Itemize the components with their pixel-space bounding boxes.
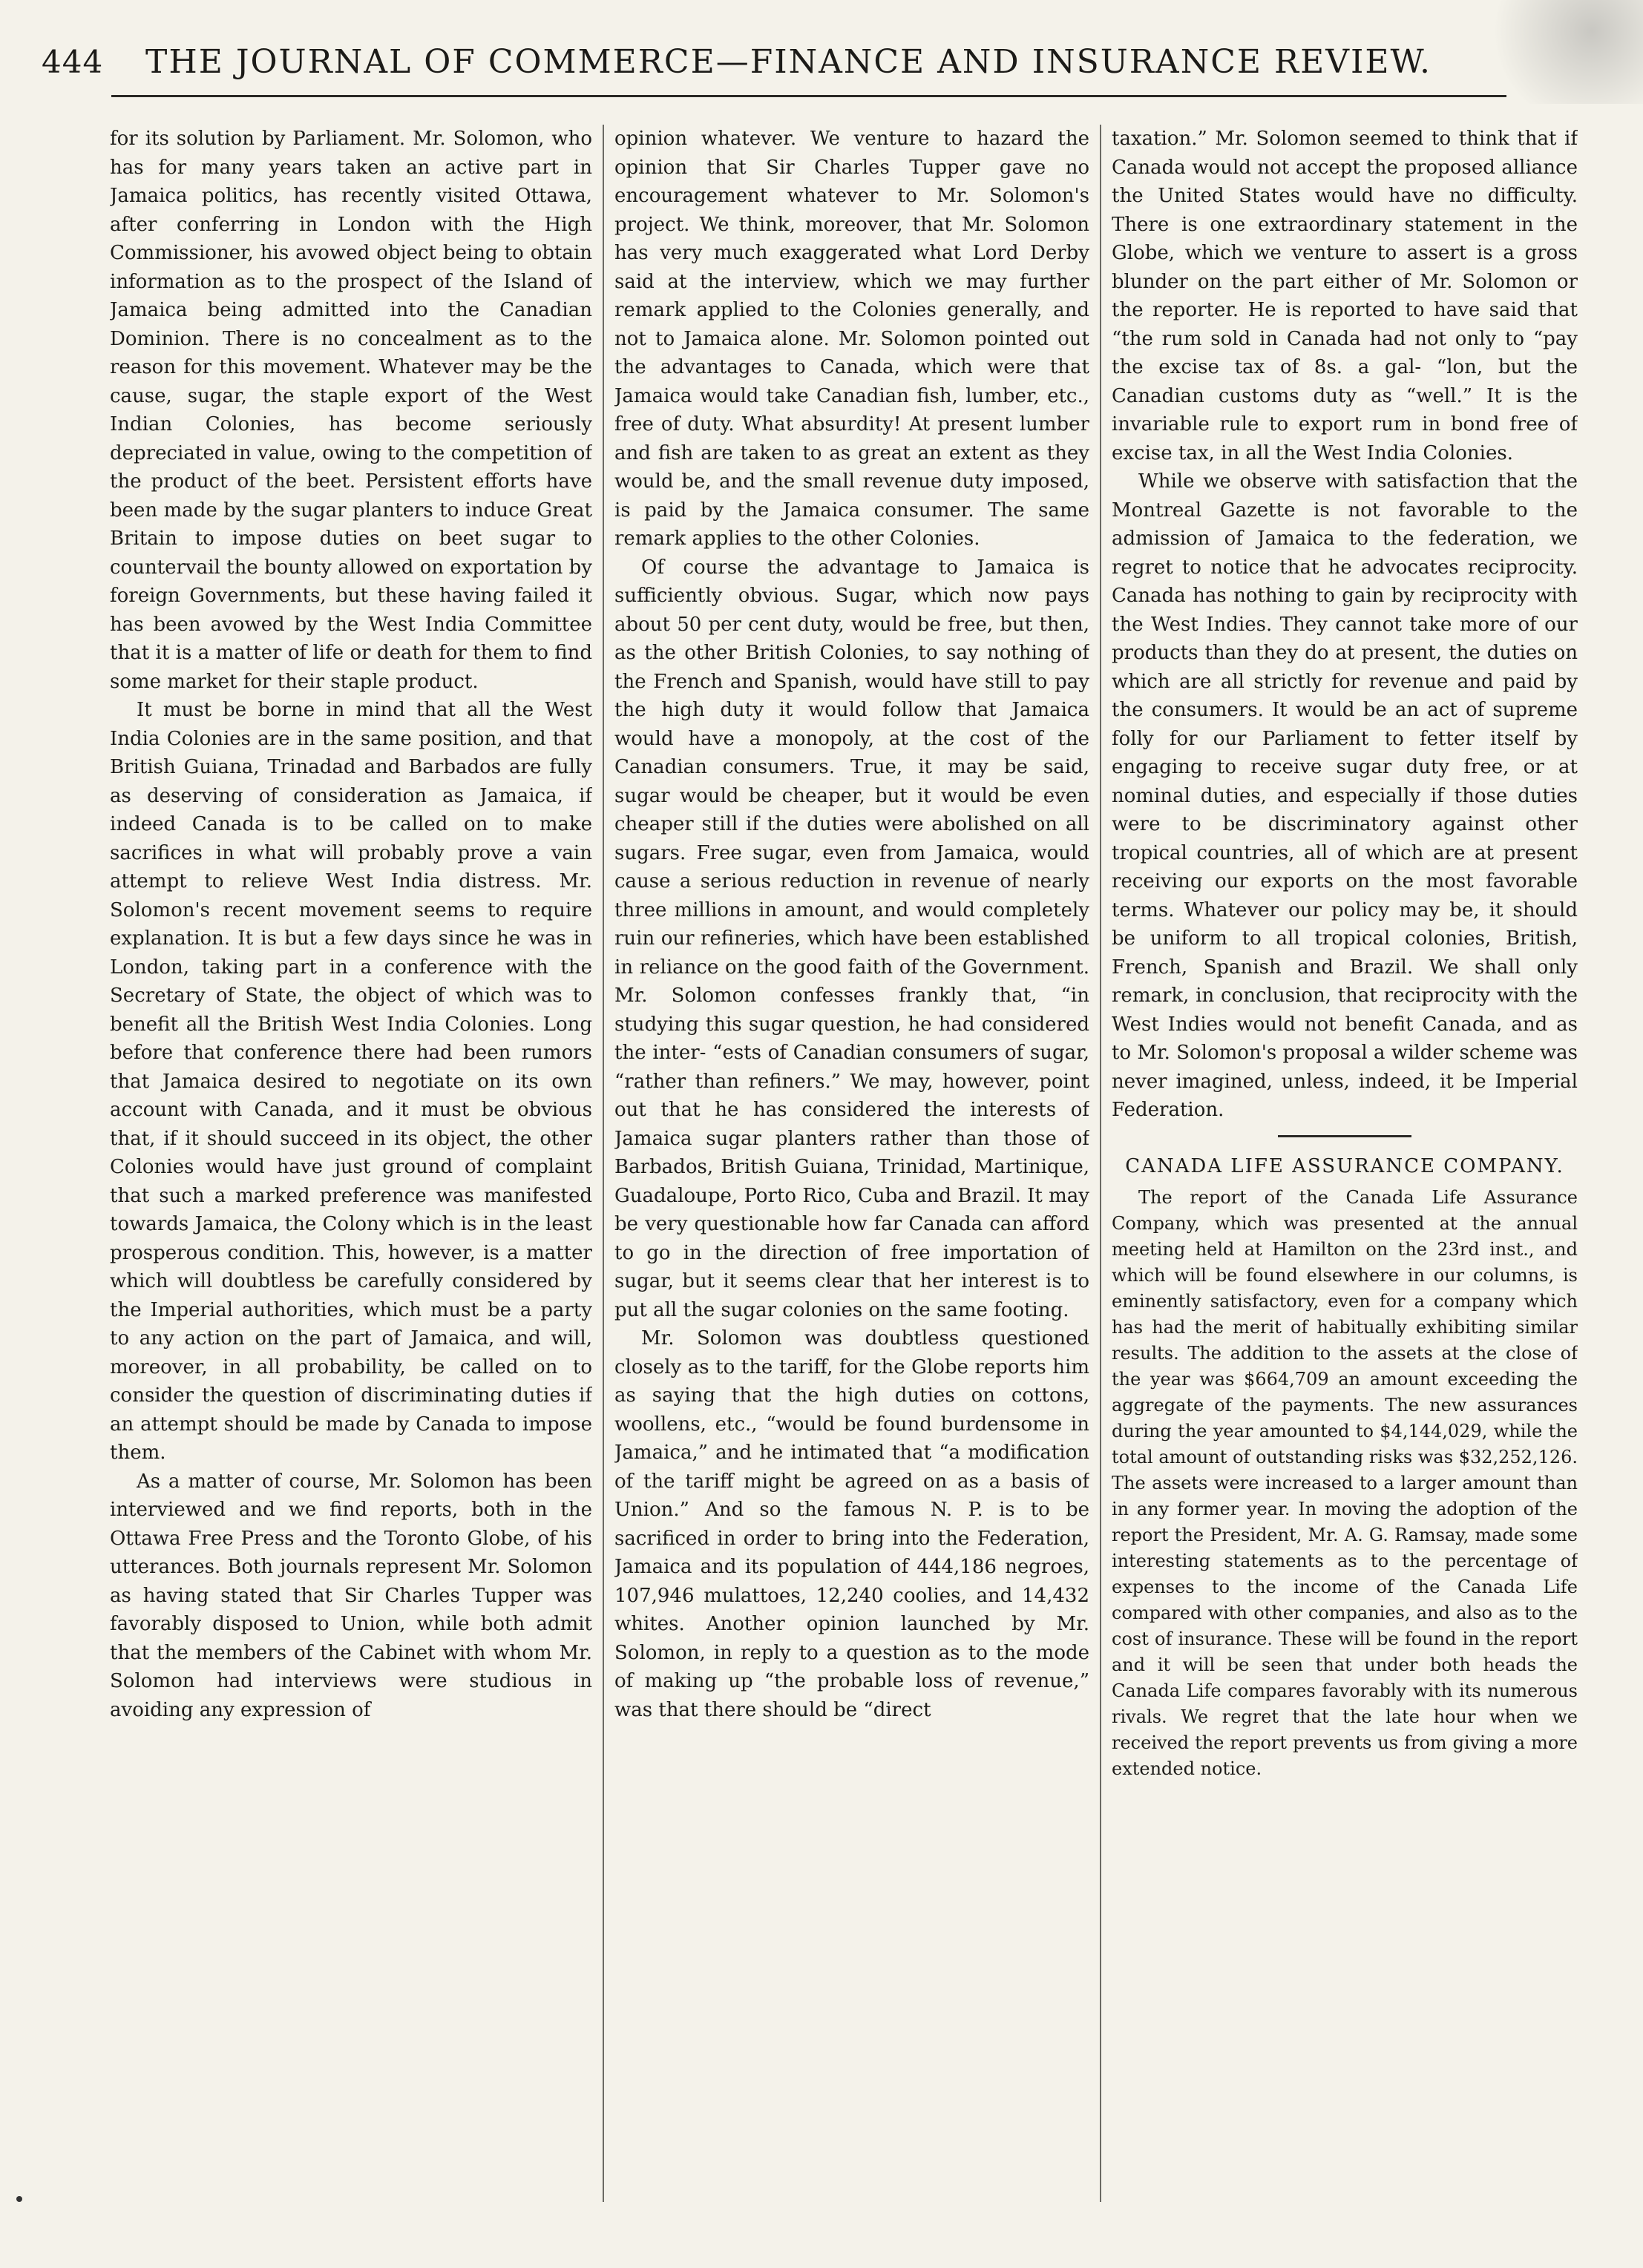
section-divider	[1278, 1135, 1411, 1137]
page-number: 444	[42, 44, 104, 80]
paragraph: for its solution by Parliament. Mr. Solomon, who has for many years taken an active part in Jamaica politics, has recently visited Ottawa, after conferring in London with the High Commissioner, his avowed object being to obtain information as to the prospect of the Island of Jamaica being admitted into the Canadian Dominion. There is no concealment as to the reason for this movement. Whatever may be the cause, sugar, the staple export of the West Indian Colonies, has become seriously depreciated in value, owing to the competition of the product of the beet. Persistent efforts have been made by the sugar planters to induce Great Britain to impose duties on beet sugar to countervail the bounty allowed on exportation by foreign Governments, but these having failed it has been avowed by the West India Committee that it is a matter of life or death for them to find some market for their staple product.	[110, 128, 592, 693]
ink-mark	[16, 2196, 22, 2202]
header-rule	[111, 95, 1506, 97]
paragraph: As a matter of course, Mr. Solomon has been interviewed and we find reports, both in the Ottawa Free Press and the Toronto Globe, of his utterances. Both journals represent Mr. Solomon as having stated that Sir Charles Tupper was favorably disposed to Union, while both admit that the members of the Cabinet with whom Mr. Solomon had interviews were studious in avoiding any expression of	[110, 1470, 592, 1721]
page-header	[42, 43, 1570, 88]
column-1	[110, 125, 592, 2224]
section-heading: CANADA LIFE ASSURANCE COMPANY.	[1125, 1154, 1564, 1177]
column-divider	[603, 125, 604, 2202]
column-divider	[1100, 125, 1101, 2202]
paragraph: taxation.” Mr. Solomon seemed to think that if Canada would not accept the proposed alliance the United States would have no difficulty. There is one extraordinary statement in the Globe, which we venture to assert is a gross blunder on the part either of Mr. Solomon or the reporter. He is reported to have said that “the rum sold in Canada had not only to “pay the excise tax of 8s. a gal- “lon, but the Canadian customs duty as “well.” It is the invariable rule to export rum in bond free of excise tax, in all the West India Colonies.	[1112, 128, 1578, 464]
journal-title: THE JOURNAL OF COMMERCE—FINANCE AND INSURANCE REVIEW.	[145, 43, 1432, 81]
paragraph: opinion whatever. We venture to hazard the opinion that Sir Charles Tupper gave no encouragement whatever to Mr. Solomon's project. We think, moreover, that Mr. Solomon has very much exaggerated what Lord Derby said at the interview, which we may further remark applied to the Colonies generally, and not to Jamaica alone. Mr. Solomon pointed out the advantages to Canada, which were that Jamaica would take Canadian fish, lumber, etc., free of duty. What absurdity! At present lumber and fish are taken to as great an extent as they would be, and the small revenue duty imposed, is paid by the Jamaica consumer. The same remark applies to the other Colonies.	[614, 128, 1089, 550]
column-3	[1112, 125, 1578, 2224]
paragraph: While we observe with satisfaction that the Montreal Gazette is not favorable to the admission of Jamaica to the federation, we regret to notice that he advocates reciprocity. Canada has nothing to gain by reciprocity with the West Indies. They cannot take more of our products than they do at present, the duties on which are all strictly for revenue and paid by the consumers. It would be an act of supreme folly for our Parliament to fetter itself by engaging to receive sugar duty free, or at nominal duties, and especially if those duties were to be discriminatory against other tropical countries, all of which are at present receiving our exports on the most favorable terms. Whatever our policy may be, it should be uniform to all tropical colonies, British, French, Spanish and Brazil. We shall only remark, in conclusion, that reciprocity with the West Indies would not benefit Canada, and as to Mr. Solomon's proposal a wilder scheme was never imagined, unless, indeed, it be Imperial Federation.	[1112, 470, 1578, 1121]
paragraph: It must be borne in mind that all the West India Colonies are in the same position, and that British Guiana, Trinadad and Barbados are fully as deserving of consideration as Jamaica, if indeed Canada is to be called on to make sacrifices in what will probably prove a vain attempt to relieve West India distress. Mr. Solomon's recent movement seems to require explanation. It is but a few days since he was in London, taking part in a conference with the Secretary of State, the object of which was to benefit all the British West India Colonies. Long before that conference there had been rumors that Jamaica desired to negotiate on its own account with Canada, and it must be obvious that, if it should succeed in its object, the other Colonies would have just ground of complaint that such a marked preference was manifested towards Jamaica, the Colony which is in the least prosperous condition. This, however, is a matter which will doubtless be carefully considered by the Imperial authorities, which must be a party to any action on the part of Jamaica, and will, moreover, in all probability, be called on to consider the question of discriminating duties if an attempt should be made by Canada to impose them.	[110, 699, 592, 1464]
column-2	[614, 125, 1089, 2224]
paragraph: Of course the advantage to Jamaica is sufficiently obvious. Sugar, which now pays about 50 per cent duty, would be free, but then, as the other British Colonies, to say nothing of the French and Spanish, would have still to pay the high duty it would follow that Jamaica would have a monopoly, at the cost of the Canadian consumers. True, it may be said, sugar would be cheaper, but it would be even cheaper still if the duties were abolished on all sugars. Free sugar, even from Jamaica, would cause a serious reduction in revenue of nearly three millions in amount, and would completely ruin our refineries, which have been established in reliance on the good faith of the Government. Mr. Solomon confesses frankly that, “in studying this sugar question, he had considered the inter- “ests of Canadian consumers of sugar, “rather than refiners.” We may, however, point out that he has considered the interests of Jamaica sugar planters rather than those of Barbados, British Guiana, Trinidad, Martinique, Guadaloupe, Porto Rico, Cuba and Brazil. It may be very questionable how far Canada can afford to go in the direction of free importation of sugar, but it seems clear that her interest is to put all the sugar colonies on the same footing.	[614, 556, 1089, 1321]
paragraph: Mr. Solomon was doubtless questioned closely as to the tariff, for the Globe reports him as saying that the high duties on cottons, woollens, etc., “would be found burdensome in Jamaica,” and he intimated that “a modification of the tariff might be agreed on as a basis of Union.” And so the famous N. P. is to be sacrificed in order to bring into the Federation, Jamaica and its population of 444,186 negroes, 107,946 mulattoes, 12,240 coolies, and 14,432 whites. Another opinion launched by Mr. Solomon, in reply to a question as to the mode of making up “the probable loss of revenue,” was that there should be “direct	[614, 1327, 1089, 1721]
paragraph: The report of the Canada Life Assurance Company, which was presented at the annual meeting held at Hamilton on the 23rd inst., and which will be found elsewhere in our columns, is eminently satisfactory, even for a company which has had the merit of habitually exhibiting similar results. The addition to the assets at the close of the year was $664,709 an amount exceeding the aggregate of the payments. The new assurances during the year amounted to $4,144,029, while the total amount of outstanding risks was $32,252,126. The assets were increased to a larger amount than in any former year. In moving the adoption of the report the President, Mr. A. G. Ramsay, made some interesting statements as to the percentage of expenses to the income of the Canada Life compared with other companies, and also as to the cost of insurance. These will be found in the report and it will be seen that under both heads the Canada Life compares favorably with its numerous rivals. We regret that the late hour when we received the report prevents us from giving a more extended notice.	[1112, 1186, 1578, 1779]
